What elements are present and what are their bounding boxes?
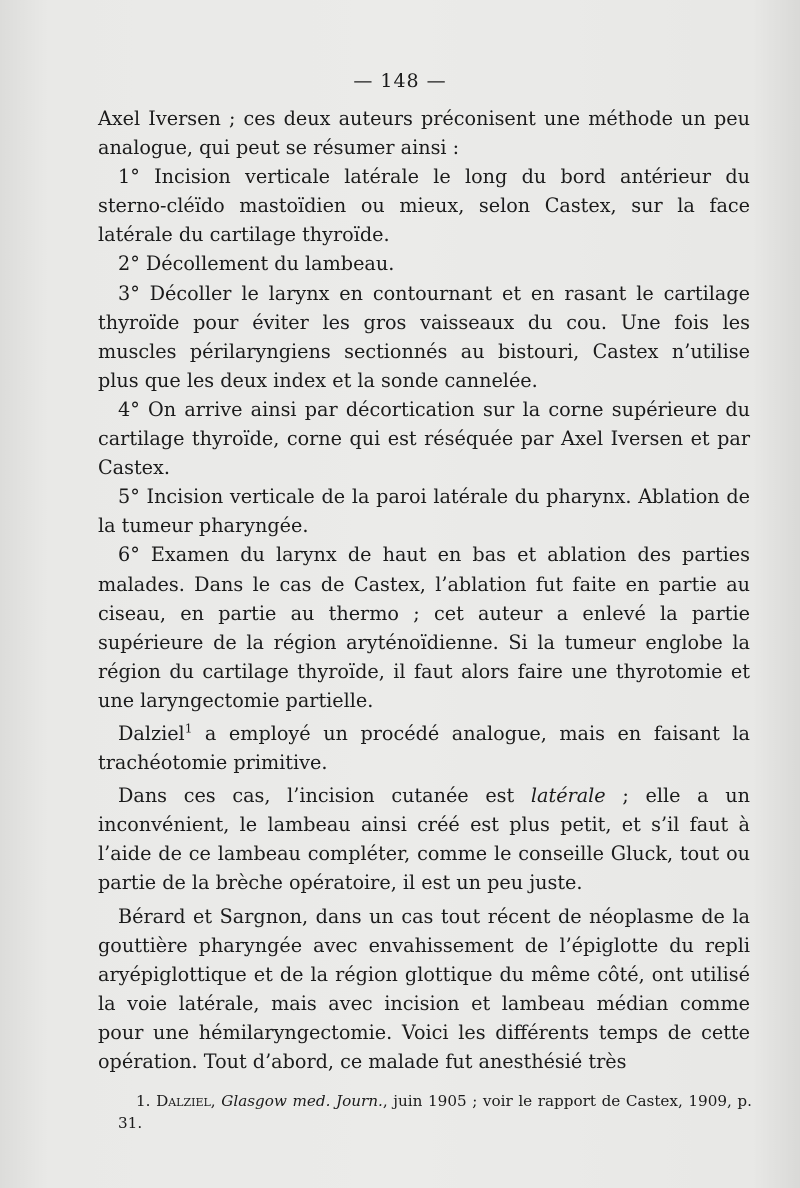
lateral-emphasis: latérale xyxy=(530,784,606,808)
footnote-text: , juin 1905 ; voir le rapport de Castex, 1909, p. 31. xyxy=(118,1092,752,1132)
paragraph-lateral xyxy=(98,781,750,897)
footnote-number: 1. xyxy=(136,1092,157,1110)
step-2: 2° Décollement du lambeau. xyxy=(118,252,395,276)
paragraph-berard: Bérard et Sargnon, dans un cas tout récent de néoplasme de la gouttière pharyngée avec envahissement de l’épiglotte du repli aryépiglottique et de la région glottique du même côté, ont utilisé la voie latérale, mais avec incision et lambeau médian comme pour une hémilaryngectomie. Voici les différents temps de cette opération. Tout d’abord, ce malade fut anesthésié très xyxy=(98,904,750,1073)
lateral-before: Dans ces cas, l’incision cutanée est xyxy=(118,784,531,808)
footnote-1 xyxy=(118,1090,752,1134)
step-4: 4° On arrive ainsi par décortication sur la corne supérieure du cartilage thyroïde, corne qui est réséquée par Axel Iversen et par Castex. xyxy=(98,397,750,480)
page-number: — 148 — xyxy=(353,70,447,92)
paragraph-dalziel xyxy=(98,719,750,777)
footnote-ref: 1 xyxy=(184,721,193,736)
lateral-after: ; elle a un inconvénient, le lambeau ainsi créé est plus petit, et s’il faut à l’aide de ce lambeau compléter, comme le conseille Gluck, tout ou partie de la brèche opératoire, il est un peu juste. xyxy=(98,784,750,895)
main-text xyxy=(98,104,750,1076)
dalziel-name: Dalziel xyxy=(118,721,185,745)
footnote-journal: Glasgow med. Journ. xyxy=(215,1092,383,1110)
paragraph-intro: Axel Iversen ; ces deux auteurs préconisent une méthode un peu analogue, qui peut se résumer ainsi : xyxy=(98,107,750,160)
step-1: 1° Incision verticale latérale le long du bord antérieur du sterno-cléïdo mastoïdien ou mieux, selon Castex, sur la face latérale du cartilage thyroïde. xyxy=(98,165,750,247)
footnotes xyxy=(118,1090,752,1134)
step-5: 5° Incision verticale de la paroi latérale du pharynx. Ablation de la tumeur pharyngée. xyxy=(98,485,750,538)
step-6: 6° Examen du larynx de haut en bas et ablation des parties malades. Dans le cas de Castex, l’ablation fut faite en partie au ciseau, en partie au thermo ; cet auteur a enlevé la partie supérieure de la région aryténoïdienne. Si la tumeur englobe la région du cartilage thyroïde, il faut alors faire une thyrotomie et une laryngectomie partielle. xyxy=(98,543,750,712)
dalziel-text: a employé un procédé analogue, mais en faisant la trachéotomie primitive. xyxy=(98,721,750,775)
footnote-author: Dalziel, xyxy=(156,1092,216,1110)
step-3: 3° Décoller le larynx en contournant et en rasant le cartilage thyroïde pour éviter les gros vaisseaux du cou. Une fois les muscles périlaryngiens sectionnés au bistouri, Castex n’utilise plus que les deux index et la sonde cannelée. xyxy=(98,281,750,392)
